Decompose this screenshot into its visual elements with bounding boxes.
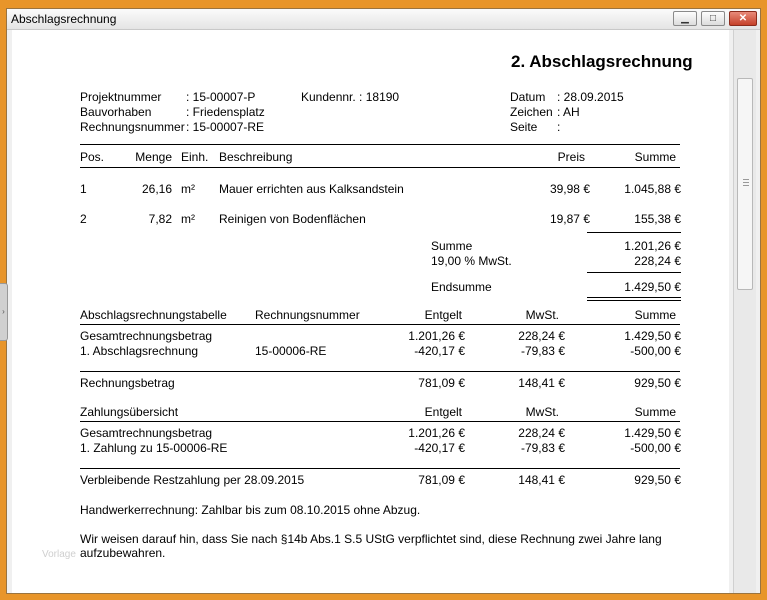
zahlung-header-entgelt: Entgelt (424, 405, 462, 419)
rechnungsbetrag-summe: 929,50 € (634, 376, 681, 390)
table-row-menge: 26,16 (141, 182, 172, 196)
bauvorhaben-value: : Friedensplatz (186, 105, 265, 119)
rechnungsbetrag-label: Rechnungsbetrag (80, 376, 175, 390)
col-header-einh: Einh. (181, 150, 209, 164)
rechnungsbetrag-entgelt: 781,09 € (418, 376, 465, 390)
table-row-label: 1. Zahlung zu 15-00006-RE (80, 441, 228, 455)
datum-label: Datum (510, 90, 546, 104)
zeichen-value: : AH (557, 105, 580, 119)
table-row-mwst: -79,83 € (520, 344, 565, 358)
table-row-preis: 19,87 € (549, 212, 590, 226)
table-row-summe: 1.429,50 € (624, 329, 681, 343)
window-title: Abschlagsrechnung (11, 12, 117, 26)
col-header-menge: Menge (135, 150, 172, 164)
divider (80, 468, 680, 469)
endsumme-value: 1.429,50 € (624, 280, 681, 294)
mwst-label: 19,00 % MwSt. (431, 254, 512, 268)
table-row-summe: -500,00 € (630, 344, 681, 358)
table-row-summe: 1.045,88 € (624, 182, 681, 196)
rechnungsbetrag-mwst: 148,41 € (518, 376, 565, 390)
title-bar (7, 9, 760, 30)
table-row-mwst: 228,24 € (518, 329, 565, 343)
table-row-summe: -500,00 € (630, 441, 681, 455)
table-row-entgelt: 1.201,26 € (408, 426, 465, 440)
table-row-pos: 1 (80, 182, 87, 196)
payment-terms-note: Handwerkerrechnung: Zahlbar bis zum 08.10.2015 ohne Abzug. (80, 503, 421, 517)
restzahlung-entgelt: 781,09 € (418, 473, 465, 487)
table-row-pos: 2 (80, 212, 87, 226)
kundennummer: Kundennr. : 18190 (301, 90, 400, 104)
table-row-label: Gesamtrechnungsbetrag (80, 329, 213, 343)
side-panel-toggle[interactable]: › (0, 283, 8, 341)
col-header-beschreibung: Beschreibung (219, 150, 293, 164)
table-row-entgelt: -420,17 € (414, 344, 465, 358)
table-row-rechnungsnummer: 15-00006-RE (255, 344, 327, 358)
abschlag-header-rechnungsnummer: Rechnungsnummer (255, 308, 360, 322)
watermark: Vorlage (42, 549, 76, 560)
zahlung-header-summe: Summe (634, 405, 676, 419)
rechnungsnummer-value: : 15-00007-RE (186, 120, 265, 134)
table-row-summe: 155,38 € (634, 212, 681, 226)
table-row-label: Gesamtrechnungsbetrag (80, 426, 213, 440)
table-row-summe: 1.429,50 € (624, 426, 681, 440)
col-header-pos: Pos. (80, 150, 105, 164)
invoice-window (6, 8, 761, 594)
summe-label: Summe (431, 239, 473, 253)
scrollbar-thumb[interactable] (737, 78, 753, 290)
seite-value: : (557, 120, 561, 134)
table-row-entgelt: 1.201,26 € (408, 329, 465, 343)
table-row-beschreibung: Mauer errichten aus Kalksandstein (219, 182, 404, 196)
divider (80, 324, 680, 325)
abschlag-header-summe: Summe (634, 308, 676, 322)
close-button[interactable]: ✕ (729, 11, 757, 26)
mwst-value: 228,24 € (634, 254, 681, 268)
document-page (12, 30, 729, 593)
table-row-beschreibung: Reinigen von Bodenflächen (219, 212, 366, 226)
restzahlung-mwst: 148,41 € (518, 473, 565, 487)
table-row-mwst: -79,83 € (520, 441, 565, 455)
abschlag-header-title: Abschlagsrechnungstabelle (80, 308, 227, 322)
table-row-einh: m² (181, 212, 195, 226)
divider (80, 167, 680, 168)
retention-note-line1: Wir weisen darauf hin, dass Sie nach §14b Abs.1 S.5 UStG verpflichtet sind, diese Rechnung zwei Jahre lang (80, 532, 662, 546)
table-row-menge: 7,82 (148, 212, 172, 226)
rechnungsnummer-label: Rechnungsnummer (80, 120, 185, 134)
col-header-preis: Preis (557, 150, 585, 164)
restzahlung-label: Verbleibende Restzahlung per 28.09.2015 (80, 473, 305, 487)
table-row-label: 1. Abschlagsrechnung (80, 344, 199, 358)
divider (587, 297, 681, 298)
table-row-preis: 39,98 € (549, 182, 590, 196)
maximize-button[interactable]: □ (701, 11, 725, 26)
minimize-button[interactable]: ▁ (673, 11, 697, 26)
projektnummer-value: : 15-00007-P (186, 90, 256, 104)
table-row-entgelt: -420,17 € (414, 441, 465, 455)
divider (80, 421, 680, 422)
zahlung-header-title: Zahlungsübersicht (80, 405, 179, 419)
divider (587, 272, 681, 273)
zeichen-label: Zeichen (510, 105, 553, 119)
abschlag-header-entgelt: Entgelt (424, 308, 462, 322)
projektnummer-label: Projektnummer (80, 90, 162, 104)
zahlung-header-mwst: MwSt. (525, 405, 559, 419)
vertical-scrollbar[interactable] (733, 30, 756, 593)
col-header-summe: Summe (634, 150, 676, 164)
table-row-mwst: 228,24 € (518, 426, 565, 440)
table-row-einh: m² (181, 182, 195, 196)
summe-value: 1.201,26 € (624, 239, 681, 253)
seite-label: Seite (510, 120, 538, 134)
divider (80, 371, 680, 372)
abschlag-header-mwst: MwSt. (525, 308, 559, 322)
divider (587, 232, 681, 233)
bauvorhaben-label: Bauvorhaben (80, 105, 152, 119)
restzahlung-summe: 929,50 € (634, 473, 681, 487)
datum-value: : 28.09.2015 (557, 90, 624, 104)
retention-note-line2: aufzubewahren. (80, 546, 166, 560)
endsumme-label: Endsumme (431, 280, 492, 294)
divider (80, 144, 680, 145)
divider (587, 300, 681, 301)
document-heading: 2. Abschlagsrechnung (511, 52, 693, 71)
